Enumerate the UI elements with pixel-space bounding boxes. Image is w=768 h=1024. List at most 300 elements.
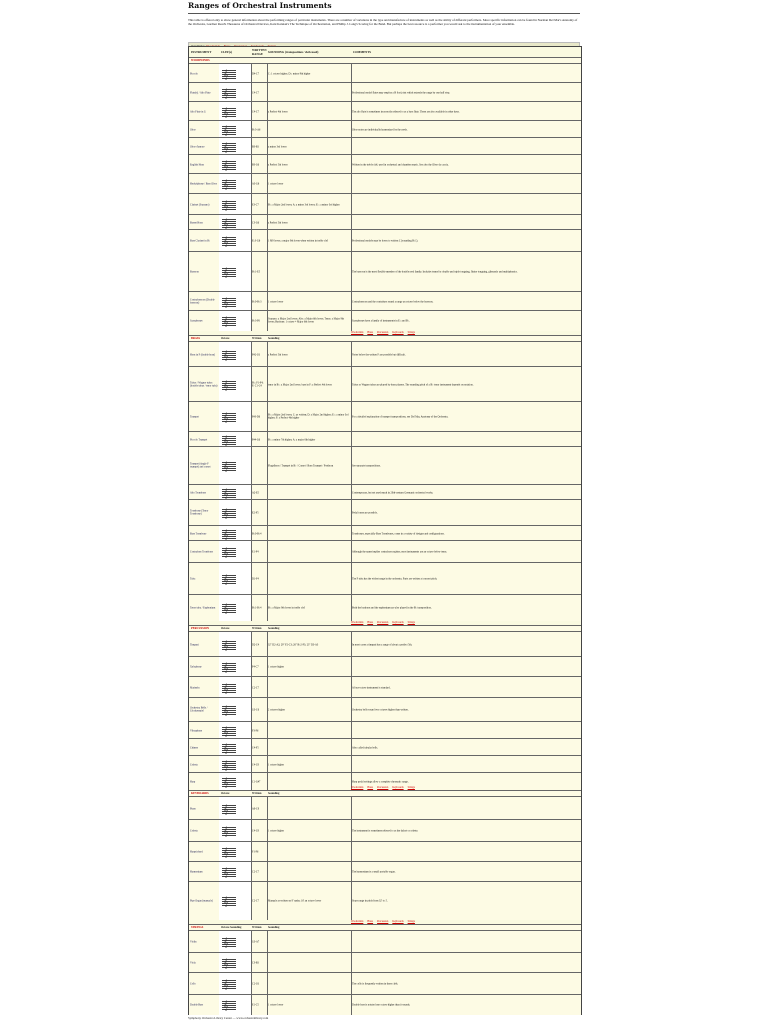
instrument-cell [189, 230, 220, 252]
instrument-cell [189, 252, 220, 292]
instrument-cell [189, 83, 220, 102]
written-range: C1-G#7 [252, 780, 261, 784]
written-range: D1-F4 [252, 577, 259, 581]
sounding-cell [267, 657, 352, 677]
clef-cell [219, 83, 252, 102]
sounding-cell [267, 882, 352, 920]
sounding-text: Manuals as written on 8' ranks; 16' an octave lower [268, 899, 322, 903]
sounding-cell [267, 447, 352, 485]
clef-cell [219, 215, 252, 230]
written-range: F#3-D6 [252, 415, 261, 419]
instrument-name[interactable]: Clarinet (Soprano) [190, 202, 210, 206]
clef-cell [219, 121, 252, 138]
sounding-cell [267, 367, 352, 402]
written-range: B♭: F1-F4; F: C1-C4 [252, 381, 264, 388]
instrument-name[interactable]: Piccolo [190, 71, 198, 75]
instrument-name[interactable]: Marimba [190, 685, 200, 689]
instrument-name[interactable]: Harp [190, 780, 196, 784]
clef-cell [219, 931, 252, 953]
sounding-text: 1 octave lower [268, 1003, 284, 1007]
sounding-text: B♭: a Major 9th lower in treble clef [268, 606, 305, 610]
range-cell [251, 820, 268, 842]
table-row [189, 796, 581, 820]
instrument-cell [189, 739, 220, 756]
comment-cell [351, 155, 581, 174]
instrument-cell [189, 102, 220, 121]
instrument-cell [189, 138, 220, 155]
instrument-cell [189, 973, 220, 995]
comment-cell [351, 367, 581, 402]
sounding-cell [267, 541, 352, 563]
section-quicklink[interactable]: Strings [407, 331, 415, 334]
section-quicklink[interactable]: Keyboards [392, 920, 404, 923]
instrument-name[interactable]: Violin [190, 940, 197, 944]
clef-cell [219, 563, 252, 595]
comment-text: Although the name implies contrabass register, most instruments are an octave below tenor. [352, 550, 447, 554]
table-row [189, 697, 581, 722]
comment-cell [351, 657, 581, 677]
instrument-name[interactable]: Bassoon [190, 270, 199, 274]
comment-text: The instrument is sometimes referred to as the dulcet or celeste. [352, 829, 419, 833]
sounding-text: B♭: a minor 7th higher; A: a major 6th higher [268, 437, 316, 441]
instrument-name[interactable]: Celesta [190, 762, 198, 766]
instrument-cell [189, 432, 220, 447]
instrument-name[interactable]: Trombone (Tenor Trombone) [190, 509, 209, 516]
clef-cell [219, 252, 252, 292]
range-cell [251, 756, 268, 773]
table-row [189, 251, 581, 292]
instrument-name[interactable]: Bass Trombone [190, 531, 207, 535]
range-cell [251, 174, 268, 194]
table-row [189, 499, 581, 526]
comment-text: Contrabassoon and the contrabass sound a range an octave below the bassoon. [352, 299, 434, 303]
instrument-name[interactable]: Trumpet [190, 415, 199, 419]
sounding-text: C: 1 octave higher; D♭: minor 9th higher [268, 71, 311, 75]
comment-cell [351, 432, 581, 447]
comment-text: Stops range in pitch from 32' to 1'. [352, 899, 388, 903]
sounding-cell [267, 292, 352, 311]
staff-clef-icon: 𝄞 [223, 461, 229, 471]
comment-cell [351, 500, 581, 526]
section-quicklink[interactable]: Keyboards [392, 621, 404, 624]
clef-cell [219, 155, 252, 174]
clef-cell [219, 138, 252, 155]
clef-cell [219, 367, 252, 402]
instrument-name[interactable]: Double Bass [190, 1003, 204, 1007]
clef-cell [219, 797, 252, 820]
comment-cell [351, 739, 581, 756]
table-row [189, 952, 581, 973]
table-row [189, 341, 581, 367]
clef-cell [219, 722, 252, 739]
clef-cell [219, 632, 252, 657]
table-row [189, 431, 581, 447]
comment-cell [351, 252, 581, 292]
instrument-name[interactable]: Harmonium [190, 870, 203, 874]
instrument-cell [189, 155, 220, 174]
table-row [189, 631, 581, 657]
comment-text: Oboe notes are individually harmonized by the reeds. [352, 127, 408, 131]
range-cell [251, 402, 268, 432]
clef-cell [219, 842, 252, 862]
table-row [189, 101, 581, 121]
section-quicklink[interactable]: Brass [367, 331, 374, 334]
staff-clef-icon: 𝄞 [223, 141, 229, 152]
section-quicklink[interactable]: Brass [367, 920, 374, 923]
instrument-name[interactable]: Tuba [190, 577, 196, 581]
sounding-cell [267, 230, 352, 252]
clef-cell [219, 953, 252, 973]
instrument-name[interactable]: Saxophones [190, 319, 203, 323]
instrument-cell [189, 931, 220, 953]
section-quicklink[interactable]: Woodwinds [351, 331, 364, 334]
range-cell [251, 973, 268, 995]
written-range: G3-C6 [252, 708, 260, 712]
written-range: G3-A7 [252, 940, 260, 944]
instrument-cell [189, 657, 220, 677]
sounding-cell [267, 402, 352, 432]
comment-text: Tubas or Wagner tubas are played by horn players. The sounding pitch of a B♭ tenor instrument depends on notation. [352, 382, 474, 386]
section-quicklink[interactable]: Brass [367, 621, 374, 624]
sounding-cell [267, 722, 352, 739]
comment-text: Double bass is notated one octave higher than it sounds. [352, 1003, 411, 1007]
instrument-cell [189, 342, 220, 367]
instrument-cell [189, 367, 220, 402]
sounding-cell [267, 342, 352, 367]
written-range: C3-E6 [252, 961, 259, 965]
sounding-cell [267, 83, 352, 102]
title-divider [188, 13, 580, 14]
clef-cell [219, 739, 252, 756]
instrument-cell [189, 64, 220, 83]
table-row [189, 229, 581, 252]
header-instrument: INSTRUMENT [191, 50, 212, 54]
clef-cell [219, 174, 252, 194]
comment-cell [351, 342, 581, 367]
range-cell [251, 541, 268, 563]
section-col-sounding: Sounding [268, 926, 280, 929]
comment-cell [351, 526, 581, 541]
section-col-sounding: Sounding [268, 792, 280, 795]
sounding-text: a minor 3rd lower [268, 144, 287, 148]
written-range: E3-C7 [252, 202, 259, 206]
range-cell [251, 563, 268, 595]
clef-cell [219, 342, 252, 367]
section-name: BRASS [191, 337, 201, 340]
staff-clef-icon: 𝄞 [223, 867, 229, 877]
instrument-cell [189, 485, 220, 500]
instrument-name[interactable]: Chimes [190, 745, 198, 749]
instrument-name[interactable]: Contrabass Trombone [190, 550, 213, 554]
instrument-name[interactable]: Flute(s) / Alto Flute [190, 90, 211, 94]
instrument-cell [189, 402, 220, 432]
header-clef: CLEF(s) [221, 50, 233, 54]
comment-cell [351, 194, 581, 215]
staff-clef-icon: 𝄞 [223, 742, 229, 753]
instrument-name[interactable]: Horn in F (double horn) [190, 352, 215, 356]
table-row [189, 446, 581, 485]
intro-paragraph: This table is offered only to show general information about the performing ranges of particular instruments. There are a number of variations in the type and manufacture of instruments as well as the ability of different performers. More specific information can be found in Norman Del Mar's Anatomy of the Orchestra, Gardner Read's Thesaurus of Orchestral Devices, Kent Kennan's The Technique of Orchestration, and Phillip J. Lang's Scoring for the Band. But perhaps the best resource is a performer you would ask to the instrumentation of your ensemble. [188, 18, 578, 27]
instrument-name[interactable]: Harpsichord [190, 850, 203, 854]
sounding-text: B♭: a Major 2nd lower; C: as written; D: a Major 2nd higher; E♭: a minor 3rd higher; F: a Perfect 4th higher [268, 413, 349, 420]
comment-cell [351, 862, 581, 882]
sounding-text: a Perfect 5th lower [268, 162, 288, 166]
instrument-name[interactable]: English Horn [190, 162, 204, 166]
instrument-name[interactable]: Viola [190, 961, 196, 965]
range-cell [251, 194, 268, 215]
written-range: C2-C7 [252, 899, 259, 903]
range-cell [251, 677, 268, 698]
written-range: C4-C7 [252, 90, 259, 94]
sounding-cell [267, 595, 352, 621]
comment-cell [351, 138, 581, 155]
section-quicklink[interactable]: Woodwinds [351, 621, 364, 624]
range-cell [251, 155, 268, 174]
sounding-text: a Perfect 5th lower [268, 220, 288, 224]
section-quicklink[interactable]: Percussion [377, 920, 389, 923]
sounding-cell [267, 862, 352, 882]
ranges-table [188, 46, 582, 1015]
instrument-name[interactable]: Bass Clarinet in B♭ [190, 239, 211, 243]
clef-cell [219, 311, 252, 331]
written-range: F#4-G6 [252, 437, 261, 441]
section-col-sounding: Sounding [268, 627, 280, 630]
staff-clef-icon: 𝄞 [223, 217, 229, 228]
staff-clef-icon: 𝄞 [223, 199, 229, 210]
range-cell [251, 632, 268, 657]
comment-cell [351, 311, 581, 331]
staff-clef-icon: 𝄞 [223, 826, 229, 836]
range-cell [251, 797, 268, 820]
clef-cell [219, 485, 252, 500]
section-quicklink[interactable]: Strings [407, 621, 415, 624]
staff-clef-icon: 𝄞 [223, 349, 229, 360]
written-range: F4-C7 [252, 665, 259, 669]
range-cell [251, 102, 268, 121]
table-row [189, 291, 581, 311]
instrument-name[interactable]: Alto Trombone [190, 490, 206, 494]
clef-cell [219, 432, 252, 447]
range-cell [251, 931, 268, 953]
sounding-cell [267, 632, 352, 657]
instrument-name[interactable]: Oboe d'amore [190, 144, 205, 148]
sounding-cell [267, 485, 352, 500]
clef-cell [219, 402, 252, 432]
instrument-name[interactable]: Trumpet (single F trumpet) and cornet [190, 462, 211, 469]
comment-text: For a detailed explanation of trumpet transpositions, see Del Mar, Anatomy of the Orchestra. [352, 415, 449, 419]
staff-clef-icon: 𝄞 [223, 958, 229, 968]
sounding-cell [267, 174, 352, 194]
section-quicklink[interactable]: Woodwinds [351, 786, 364, 789]
sounding-cell [267, 252, 352, 292]
staff-clef-icon: 𝄞 [223, 487, 229, 498]
instrument-cell [189, 292, 220, 311]
instrument-name[interactable]: Alto Flute in G [190, 109, 206, 113]
instrument-name[interactable]: Tubas / Wagner tubas (double tubas / tenor tuba) [190, 381, 218, 388]
section-quicklink[interactable]: Woodwinds [351, 920, 364, 923]
clef-cell [219, 995, 252, 1015]
clef-cell [219, 500, 252, 526]
written-range: B♭3-A6 [252, 127, 261, 131]
instrument-cell [189, 194, 220, 215]
staff-clef-icon: 𝄞 [223, 528, 229, 539]
clef-cell [219, 756, 252, 773]
comment-cell [351, 541, 581, 563]
written-range: B3-G6 [252, 162, 260, 166]
section-name: WOODWINDS [191, 59, 210, 62]
section-quicklink[interactable]: Percussion [377, 621, 389, 624]
written-range: A2-E5 [252, 490, 259, 494]
table-header [189, 47, 581, 57]
written-range: C3-G6 [252, 220, 260, 224]
range-cell [251, 842, 268, 862]
instrument-name[interactable]: Celesta [190, 829, 198, 833]
written-range: E1-F4 [252, 550, 259, 554]
table-row [189, 972, 581, 995]
table-row [189, 484, 581, 500]
written-range: F1-F6 [252, 850, 259, 854]
instrument-name[interactable]: Heckelphone / Bass Oboe [190, 182, 217, 186]
instrument-cell [189, 311, 220, 331]
clef-cell [219, 698, 252, 722]
instrument-cell [189, 500, 220, 526]
clef-cell [219, 677, 252, 698]
section-quicklink[interactable]: Strings [407, 786, 415, 789]
comment-cell [351, 230, 581, 252]
instrument-name[interactable]: Xylophone [190, 665, 202, 669]
sounding-cell [267, 973, 352, 995]
comment-text: Trombones, especially Bass Trombones, come in a variety of designs and configurations. [352, 531, 445, 535]
sounding-cell [267, 931, 352, 953]
written-range: C2-C6 [252, 982, 259, 986]
instrument-name[interactable]: Tenor tuba / Euphonium [190, 606, 216, 610]
staff-clef-icon: 𝄞 [223, 179, 229, 189]
instrument-name[interactable]: Cello [190, 982, 196, 986]
instrument-name[interactable]: Contrabassoon (Double bassoon) [190, 298, 215, 305]
range-cell [251, 311, 268, 331]
table-row [189, 120, 581, 138]
staff-clef-icon: 𝄞 [223, 639, 229, 650]
instrument-cell [189, 953, 220, 973]
range-cell [251, 862, 268, 882]
instrument-cell [189, 862, 220, 882]
range-cell [251, 292, 268, 311]
table-row [189, 676, 581, 698]
comment-cell [351, 595, 581, 621]
table-row [189, 721, 581, 739]
sounding-text: 1 octave lower [268, 182, 284, 186]
staff-clef-icon: 𝄞 [223, 574, 229, 584]
section-quicklink[interactable]: Keyboards [392, 786, 404, 789]
instrument-name[interactable]: Piano [190, 806, 196, 810]
comment-text: Harp pedal settings allow a complete chromatic range. [352, 780, 409, 784]
sounding-text: 1 octave lower [268, 299, 284, 303]
sounding-cell [267, 526, 352, 541]
comment-text: Also called tubular bells. [352, 745, 378, 749]
sounding-cell [267, 797, 352, 820]
staff-clef-icon: 𝄞 [223, 316, 229, 326]
table-row [189, 214, 581, 230]
range-cell [251, 252, 268, 292]
comment-cell [351, 485, 581, 500]
written-range: C4-C7 [252, 109, 259, 113]
range-cell [251, 432, 268, 447]
section-quicklink[interactable]: Brass [367, 786, 374, 789]
sounding-cell [267, 995, 352, 1015]
written-range: B3-E6 [252, 144, 259, 148]
written-range: F3-F6 [252, 728, 259, 732]
section-col-written: Written [252, 627, 262, 630]
section-quicklink[interactable]: Percussion [377, 786, 389, 789]
sounding-cell [267, 194, 352, 215]
comment-text: Pedal tones are possible. [352, 511, 378, 515]
instrument-name[interactable]: Vibraphone [190, 728, 203, 732]
section-quicklink[interactable]: Percussion [377, 331, 389, 334]
sounding-text: Soprano: a Major 2nd lower; Alto: a Major 6th lower; Tenor: a Major 9th lower; Baritone: 1 octave + Major 6th lower [268, 317, 344, 324]
staff-clef-icon: 𝄞 [223, 508, 229, 518]
clef-cell [219, 657, 252, 677]
comment-text: The cello is frequently written in three clefs. [352, 982, 399, 986]
table-row [189, 540, 581, 563]
range-cell [251, 64, 268, 83]
instrument-name[interactable]: Orchestra Bells / Glockenspiel [190, 706, 208, 713]
sounding-cell [267, 820, 352, 842]
sounding-cell [267, 215, 352, 230]
instrument-cell [189, 447, 220, 485]
table-row [189, 63, 581, 83]
range-cell [251, 698, 268, 722]
clef-cell [219, 541, 252, 563]
table-row [189, 525, 581, 541]
range-cell [251, 447, 268, 485]
range-cell [251, 83, 268, 102]
comment-cell [351, 174, 581, 194]
section-quicklink[interactable]: Strings [407, 920, 415, 923]
written-range: B♭3-F6 [252, 319, 260, 323]
sounding-text: 1 M9 lower; a major 9th lower when written in treble clef [268, 239, 328, 243]
section-quicklink[interactable]: Keyboards [392, 331, 404, 334]
sounding-cell [267, 842, 352, 862]
table-row [189, 562, 581, 595]
header-written-range: WRITTEN RANGE [252, 48, 267, 56]
clef-cell [219, 230, 252, 252]
comment-cell [351, 973, 581, 995]
clef-cell [219, 595, 252, 621]
table-row [189, 994, 581, 1015]
instrument-cell [189, 526, 220, 541]
instrument-cell [189, 698, 220, 722]
instrument-name[interactable]: Pipe Organ (manuals) [190, 899, 213, 903]
section-col-written: Written [252, 337, 262, 340]
table-row [189, 656, 581, 677]
instrument-name[interactable]: Basset Horn [190, 220, 203, 224]
staff-clef-icon: 𝄞 [223, 159, 229, 170]
instrument-name[interactable]: Timpani [190, 642, 199, 646]
table-row [189, 137, 581, 155]
staff-clef-icon: 𝄞 [223, 68, 229, 79]
comment-cell [351, 722, 581, 739]
range-cell [251, 953, 268, 973]
comment-cell [351, 698, 581, 722]
sounding-text: B♭: a Major 2nd lower; A: a minor 3rd lower; E♭: a minor 3rd higher [268, 202, 340, 206]
instrument-name[interactable]: Oboe [190, 127, 196, 131]
table-row [189, 82, 581, 102]
sounding-cell [267, 102, 352, 121]
written-range: C4-F5 [252, 745, 259, 749]
section-col-octave: Octave [221, 627, 230, 630]
instrument-name[interactable]: Piccolo Trumpet [190, 437, 208, 441]
written-range: B♭1-B♭4 [252, 606, 262, 610]
